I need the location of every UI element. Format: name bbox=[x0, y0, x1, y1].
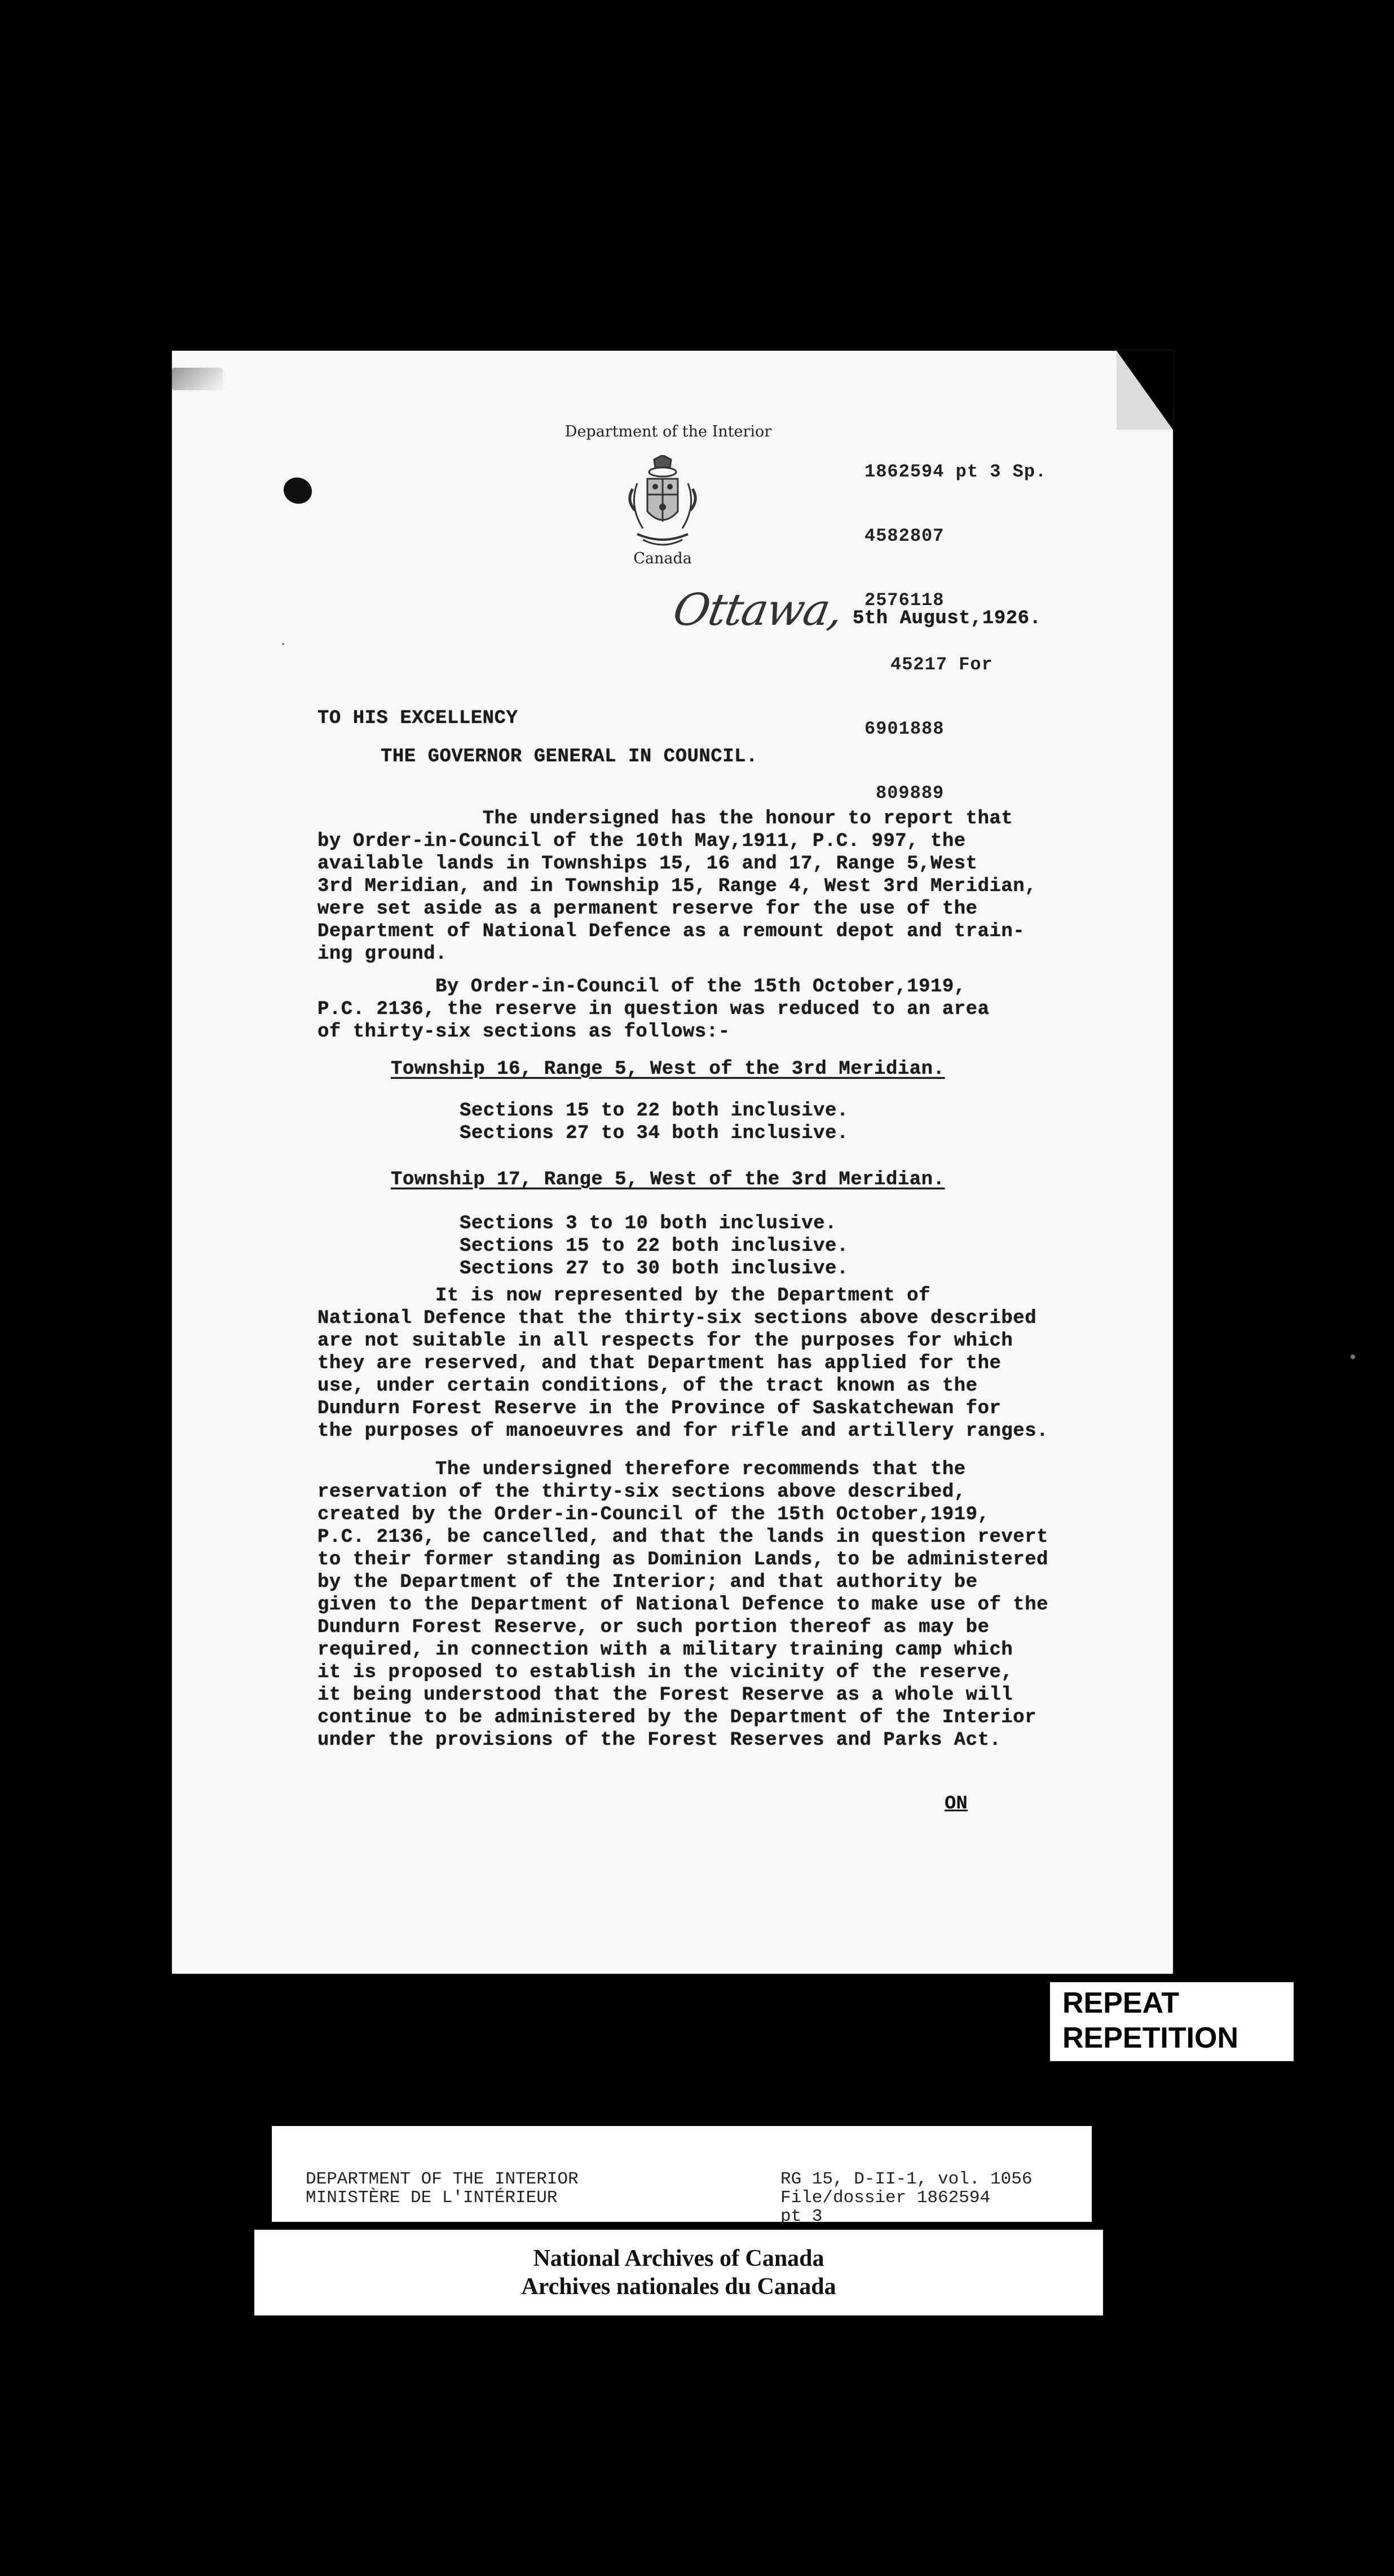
stamp-line-2: REPETITION bbox=[1062, 2022, 1239, 2054]
coat-of-arms-icon bbox=[620, 455, 705, 551]
reference-rg: RG 15, D-II-1, vol. 1056 bbox=[780, 2169, 1033, 2189]
archives-name-en: National Archives of Canada bbox=[533, 2246, 824, 2271]
letter-date: 5th August,1926. bbox=[853, 608, 1042, 629]
initials-mark: ON bbox=[945, 1793, 968, 1815]
paragraph-4: The undersigned therefore recommends that the reservation of the thirty-six sections above described, created by the Order-in-Council of the 15th October,1919, P.C. 2136, be cancelled, and that the lands in question revert to their former standing as Dominion Lands, to be administered by the Department of the Interior; and that authority be given to the Department of National Defence to make use of the Dundurn Forest Reserve, or such portion thereof as may be required, in connection with a military training camp which it is proposed to establish in the vicinity of the reserve, it being understood that the Forest Reserve as a whole will continue to be administered by the Department of the Interior under the provisions of the Forest Reserves and Parks Act. bbox=[317, 1459, 1049, 1751]
reference-department bbox=[306, 2170, 579, 2207]
reference-dept-fr: MINISTÈRE DE L'INTÉRIEUR bbox=[306, 2188, 558, 2208]
file-number: 809889 bbox=[876, 783, 945, 804]
archive-reference-label bbox=[272, 2126, 1092, 2226]
archives-label bbox=[254, 2230, 1103, 2315]
township-heading-16: Township 16, Range 5, West of the 3rd Meridian. bbox=[391, 1058, 945, 1080]
speck-mark bbox=[1351, 1355, 1355, 1359]
repeat-stamp bbox=[1050, 1982, 1294, 2061]
reference-dept-en: DEPARTMENT OF THE INTERIOR bbox=[306, 2169, 579, 2189]
page-wear-mark bbox=[172, 368, 223, 390]
file-number: 1862594 pt 3 Sp. bbox=[864, 461, 1047, 482]
punch-hole bbox=[280, 474, 315, 508]
letterhead-country: Canada bbox=[633, 550, 692, 567]
speck-mark bbox=[282, 643, 284, 645]
paragraph-3: It is now represented by the Department of National Defence that the thirty-six sections above described are not suitable in all respects for the purposes for which they are reserved, and that Department has applied for the use, under certain conditions, of the tract known as the Dundurn Forest Reserve in the Province of Saskatchewan for the purposes of manoeuvres and for rifle and artillery ranges. bbox=[317, 1285, 1049, 1442]
folded-corner bbox=[1117, 351, 1173, 430]
paragraph-2: By Order-in-Council of the 15th October,1919, P.C. 2136, the reserve in question was reduced to an area of thirty-six sections as follows:- bbox=[317, 976, 990, 1043]
reference-file bbox=[780, 2170, 1032, 2226]
reference-file-number: File/dossier 1862594 bbox=[780, 2188, 991, 2208]
archives-name-fr: Archives nationales du Canada bbox=[521, 2274, 836, 2300]
file-number: 45217 For bbox=[890, 654, 993, 675]
letterhead-department: Department of the Interior bbox=[564, 423, 772, 440]
township-heading-17: Township 17, Range 5, West of the 3rd Meridian. bbox=[391, 1169, 945, 1190]
file-number-stamps bbox=[864, 418, 1047, 847]
address-line-2: THE GOVERNOR GENERAL IN COUNCIL. bbox=[381, 746, 758, 767]
file-number: 4582807 bbox=[864, 526, 945, 546]
paragraph-1: The undersigned has the honour to report that by Order-in-Council of the 10th May,1911, P.C. 997, the available lands in Townships 15, 16 and 17, Range 5,West 3rd Meridian, and in Township 15, Range 4, West 3rd Meridian, were set aside as a permanent reserve for the use of the Department of National Defence as a remount depot and train- ing ground. bbox=[317, 808, 1037, 965]
sections-list-17: Sections 3 to 10 both inclusive. Sections 15 to 22 both inclusive. Sections 27 to 30 both inclusive. bbox=[460, 1213, 849, 1280]
place-name: Ottawa, bbox=[669, 585, 846, 636]
stamp-line-1: REPEAT bbox=[1062, 1987, 1180, 2019]
file-number: 6901888 bbox=[864, 718, 945, 739]
address-line-1: TO HIS EXCELLENCY bbox=[317, 708, 518, 729]
file-number: 2576118 bbox=[864, 590, 945, 611]
document-page bbox=[172, 351, 1173, 1974]
sections-list-16: Sections 15 to 22 both inclusive. Sections 27 to 34 both inclusive. bbox=[460, 1100, 849, 1144]
reference-part: pt 3 bbox=[780, 2207, 823, 2226]
